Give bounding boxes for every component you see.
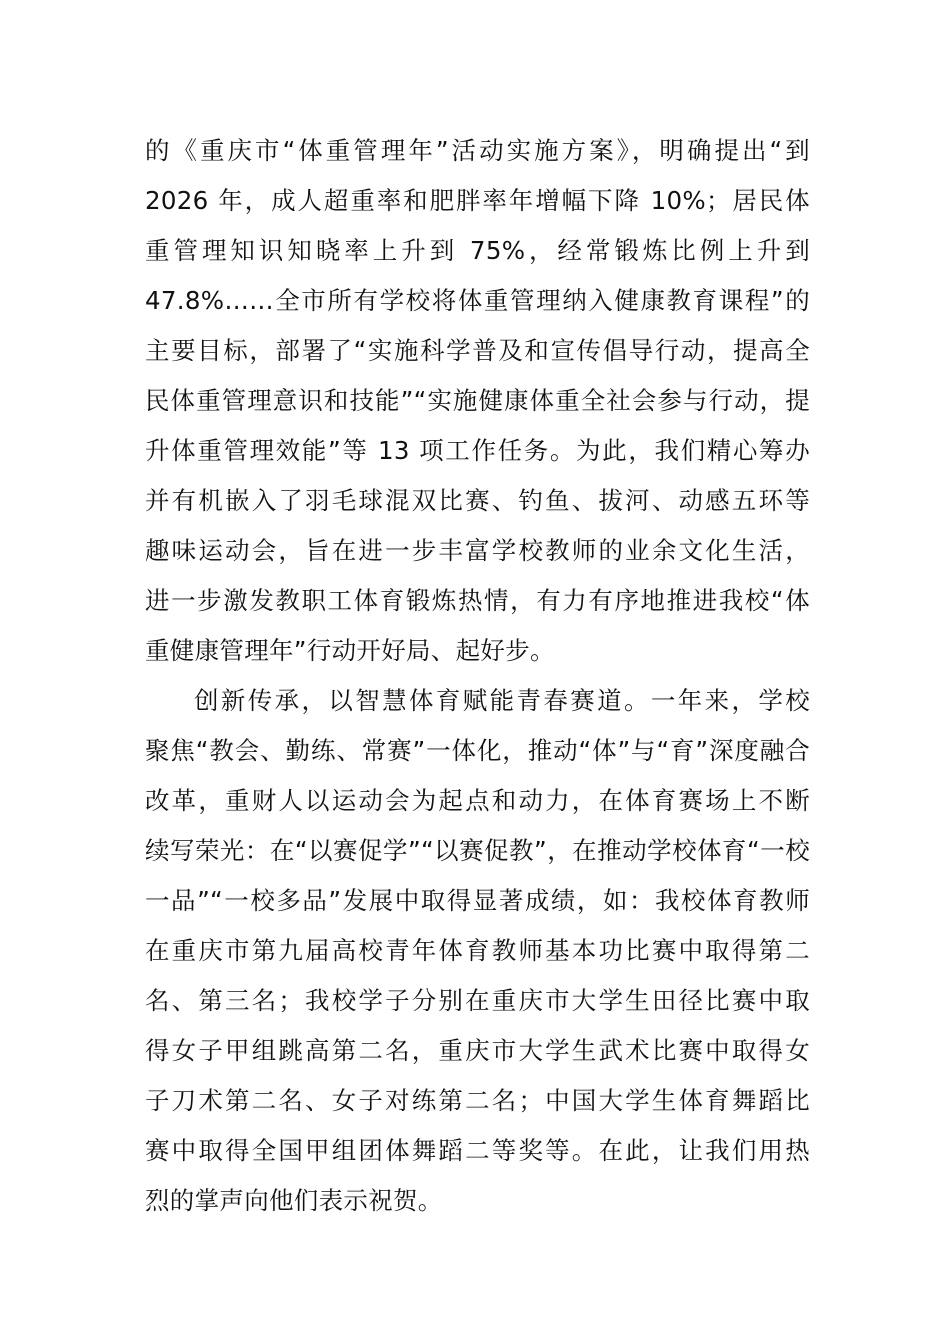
paragraph-2: [145, 676, 810, 1226]
text-line: 升体重管理效能”等 13 项工作任务。为此，我们精心筹办: [145, 436, 810, 465]
text-line: 改革，重财人以运动会为起点和动力，在体育赛场上不断: [145, 786, 810, 815]
document-body: [145, 126, 810, 1226]
text-line: 创新传承，以智慧体育赋能青春赛道。一年来，学校: [194, 686, 810, 715]
text-line: 的《重庆市“体重管理年”活动实施方案》，明确提出“到: [145, 136, 810, 165]
text-line: 聚焦“教会、勤练、常赛”一体化，推动“体”与“育”深度融合: [145, 736, 810, 765]
text-line: 并有机嵌入了羽毛球混双比赛、钓鱼、拔河、动感五环等: [145, 486, 810, 515]
text-line: 烈的掌声向他们表示祝贺。: [145, 1186, 443, 1215]
text-line: 重管理知识知晓率上升到 75%，经常锻炼比例上升到: [145, 236, 810, 265]
text-line: 民体重管理意识和技能”“实施健康体重全社会参与行动，提: [145, 386, 810, 415]
text-line: 一品”“一校多品”发展中取得显著成绩，如：我校体育教师: [145, 886, 810, 915]
text-line: 得女子甲组跳高第二名，重庆市大学生武术比赛中取得女: [145, 1036, 810, 1065]
text-line: 进一步激发教职工体育锻炼热情，有力有序地推进我校“体: [145, 586, 810, 615]
text-line: 趣味运动会，旨在进一步丰富学校教师的业余文化生活，: [145, 536, 810, 565]
paragraph-1: [145, 126, 810, 676]
text-line: 续写荣光：在“以赛促学”“以赛促教”，在推动学校体育“一校: [145, 836, 810, 865]
text-line: 子刀术第二名、女子对练第二名；中国大学生体育舞蹈比: [145, 1086, 810, 1115]
text-line: 赛中取得全国甲组团体舞蹈二等奖等。在此，让我们用热: [145, 1136, 810, 1165]
text-line: 47.8%……全市所有学校将体重管理纳入健康教育课程”的: [145, 286, 810, 315]
text-line: 主要目标，部署了“实施科学普及和宣传倡导行动，提高全: [145, 336, 810, 365]
text-line: 2026 年，成人超重率和肥胖率年增幅下降 10%；居民体: [145, 186, 810, 215]
text-line: 重健康管理年”行动开好局、起好步。: [145, 636, 555, 665]
text-line: 在重庆市第九届高校青年体育教师基本功比赛中取得第二: [145, 936, 810, 965]
text-line: 名、第三名；我校学子分别在重庆市大学生田径比赛中取: [145, 986, 810, 1015]
